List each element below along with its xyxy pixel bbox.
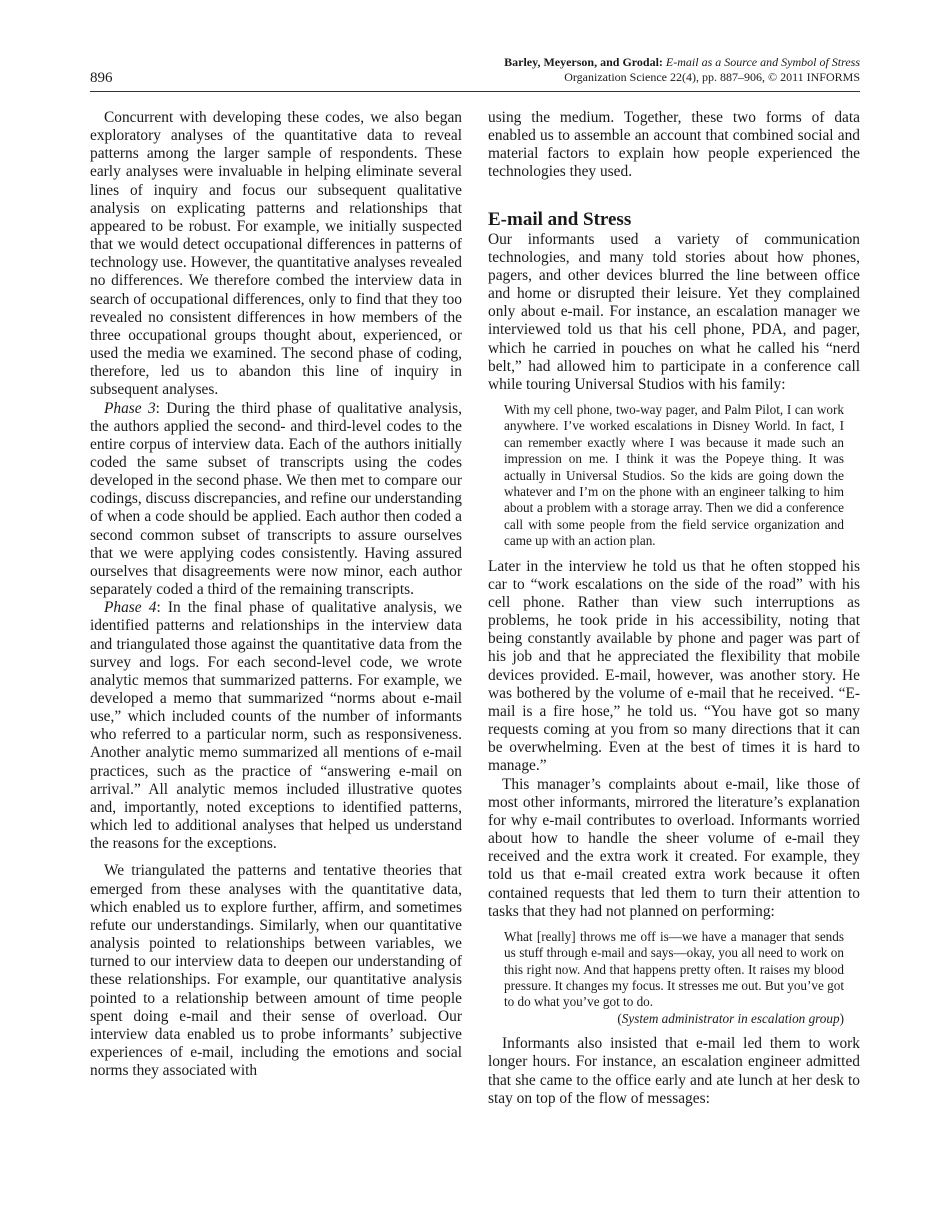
page-number: 896 xyxy=(90,70,113,86)
body-paragraph: Later in the interview he told us that he often stopped his car to “work escalations on the side of the road” with his cell phone. Rather than view such interruptions as problems, he took pride in his accessibility, noting that being constantly available by phone and pager was part of his job and that he appreciated the flexibility that mobile devices provided. E-mail, however, was another story. He was bothered by the volume of e-mail that he received. “E-mail is a fire hose,” he told us. “You have got so many requests coming at you from so many directions that it can be overwhelming. Even at the best of times it is hard to manage.” xyxy=(488,557,860,775)
header-authors: Barley, Meyerson, and Grodal: xyxy=(504,55,663,69)
block-quote: What [really] throws me off is—we have a manager that sends us stuff through e-mail and says—okay, you all need to work on this right now. And that happens pretty often. It raises my blood pressure. It changes my focus. It stresses me out. But you’ve got to do what you’ve got to do. (System administrator in escalation group) xyxy=(504,928,844,1026)
body-paragraph: Informants also insisted that e-mail led them to work longer hours. For instance, an escalation engineer admitted that she came to the office early and ate lunch at her desk to stay on top of the flow of messages: xyxy=(488,1035,860,1107)
body-paragraph: We triangulated the patterns and tentative theories that emerged from these analyses with the quantitative data, which enabled us to explore further, affirm, and sometimes refute our understandings. Similarly, when our quantitative analysis pointed to relationships between variables, we turned to our interview data to deepen our understanding of these relationships. For example, our quantitative analysis pointed to a relationship between amount of time people spent doing e-mail and their sense of overload. Our interview data enabled us to probe informants’ subjective experiences of e-mail, including the emotions and social norms they associated with xyxy=(90,862,462,1080)
header-article-title: E-mail as a Source and Symbol of Stress xyxy=(665,55,860,69)
running-header xyxy=(90,55,860,92)
phase-label: Phase 3 xyxy=(104,399,156,417)
body-paragraph: using the medium. Together, these two forms of data enabled us to assemble an account that combined social and material factors to explain how people experienced the technologies they used. xyxy=(488,109,860,181)
phase-label: Phase 4 xyxy=(104,599,157,617)
body-paragraph: Concurrent with developing these codes, we also began exploratory analyses of the quantitative data to reveal patterns among the larger sample of respondents. These early analyses were invaluable in helping eliminate several lines of inquiry and focus our subsequent qualitative analysis on explicating patterns and relationships that appeared to be robust. For example, we initially suspected that we would detect occupational differences in patterns of technology use. However, the quantitative analyses revealed no differences. We therefore combed the interview data in search of occupational differences, only to find that they too revealed no consistent differences in how members of the three occupational groups thought about, experienced, or used the media we examined. The second phase of coding, therefore, led us to abandon this line of inquiry in subsequent analyses. xyxy=(90,109,462,399)
block-quote: With my cell phone, two-way pager, and Palm Pilot, I can work anywhere. I’ve worked escalations in Disney World. In fact, I can remember exactly where I was because it made such an impression on me. I think it was the Popeye thing. It was actually in Universal Studios. So the kids are going down the whatever and I’m on the phone with an engineer talking to him about a problem with a storage array. Then we did a conference call with some people from the field service organization and came up with an action plan. xyxy=(504,402,844,549)
right-column xyxy=(488,109,860,1108)
body-paragraph: Phase 4: In the final phase of qualitative analysis, we identified patterns and relationships in the interview data and triangulated those against the quantitative data from the survey and logs. For each second-level code, we wrote analytic memos that summarized patterns. For example, we developed a memo that summarized “norms about e-mail use,” which included counts of the number of informants who referred to a particular norm, such as responsiveness. Another analytic memo summarized all mentions of e-mail practices, such as the practice of “answering e-mail on arrival.” All analytic memos included illustrative quotes and, importantly, noted exceptions to identified patterns, which led to additional analyses that helped us understand the reasons for the exceptions. xyxy=(90,599,462,853)
body-paragraph: Phase 3: During the third phase of qualitative analysis, the authors applied the second- and third-level codes to the entire corpus of interview data. Each of the authors initially coded the same subset of transcripts using the codes developed in the second phase. We then met to compare our codings, discuss discrepancies, and refine our understanding of when a code should be applied. Each author then coded a second common subset of transcripts to assure ourselves that we were applying codes consistently. Having assured ourselves that disagreements were now minor, each author separately coded a third of the remaining transcripts. xyxy=(90,399,463,599)
body-paragraph: Our informants used a variety of communication technologies, and many told stories about how phones, pagers, and other devices blurred the line between office and home or disrupted their leisure. Yet they complained only about e-mail. For instance, an escalation manager we interviewed told us that his cell phone, PDA, and pager, which he carried in pouches on what he called his “nerd belt,” had allowed him to participate in a conference call while touring Universal Studios with his family: xyxy=(488,230,860,393)
section-heading: E-mail and Stress xyxy=(488,208,632,230)
left-column xyxy=(90,109,462,1080)
quote-attribution: (System administrator in escalation group) xyxy=(617,1010,844,1026)
header-citation: Organization Science 22(4), pp. 887–906, © 2011 INFORMS xyxy=(564,70,860,84)
running-title xyxy=(504,55,860,85)
body-paragraph: This manager’s complaints about e-mail, like those of most other informants, mirrored the literature’s explanation for why e-mail contributes to overload. Informants worried about how to handle the sheer volume of e-mail they received and the extra work it created. For example, they told us that e-mail created extra work because it often contained requests that led them to turn their attention to tasks that they had not planned on performing: xyxy=(488,775,860,920)
